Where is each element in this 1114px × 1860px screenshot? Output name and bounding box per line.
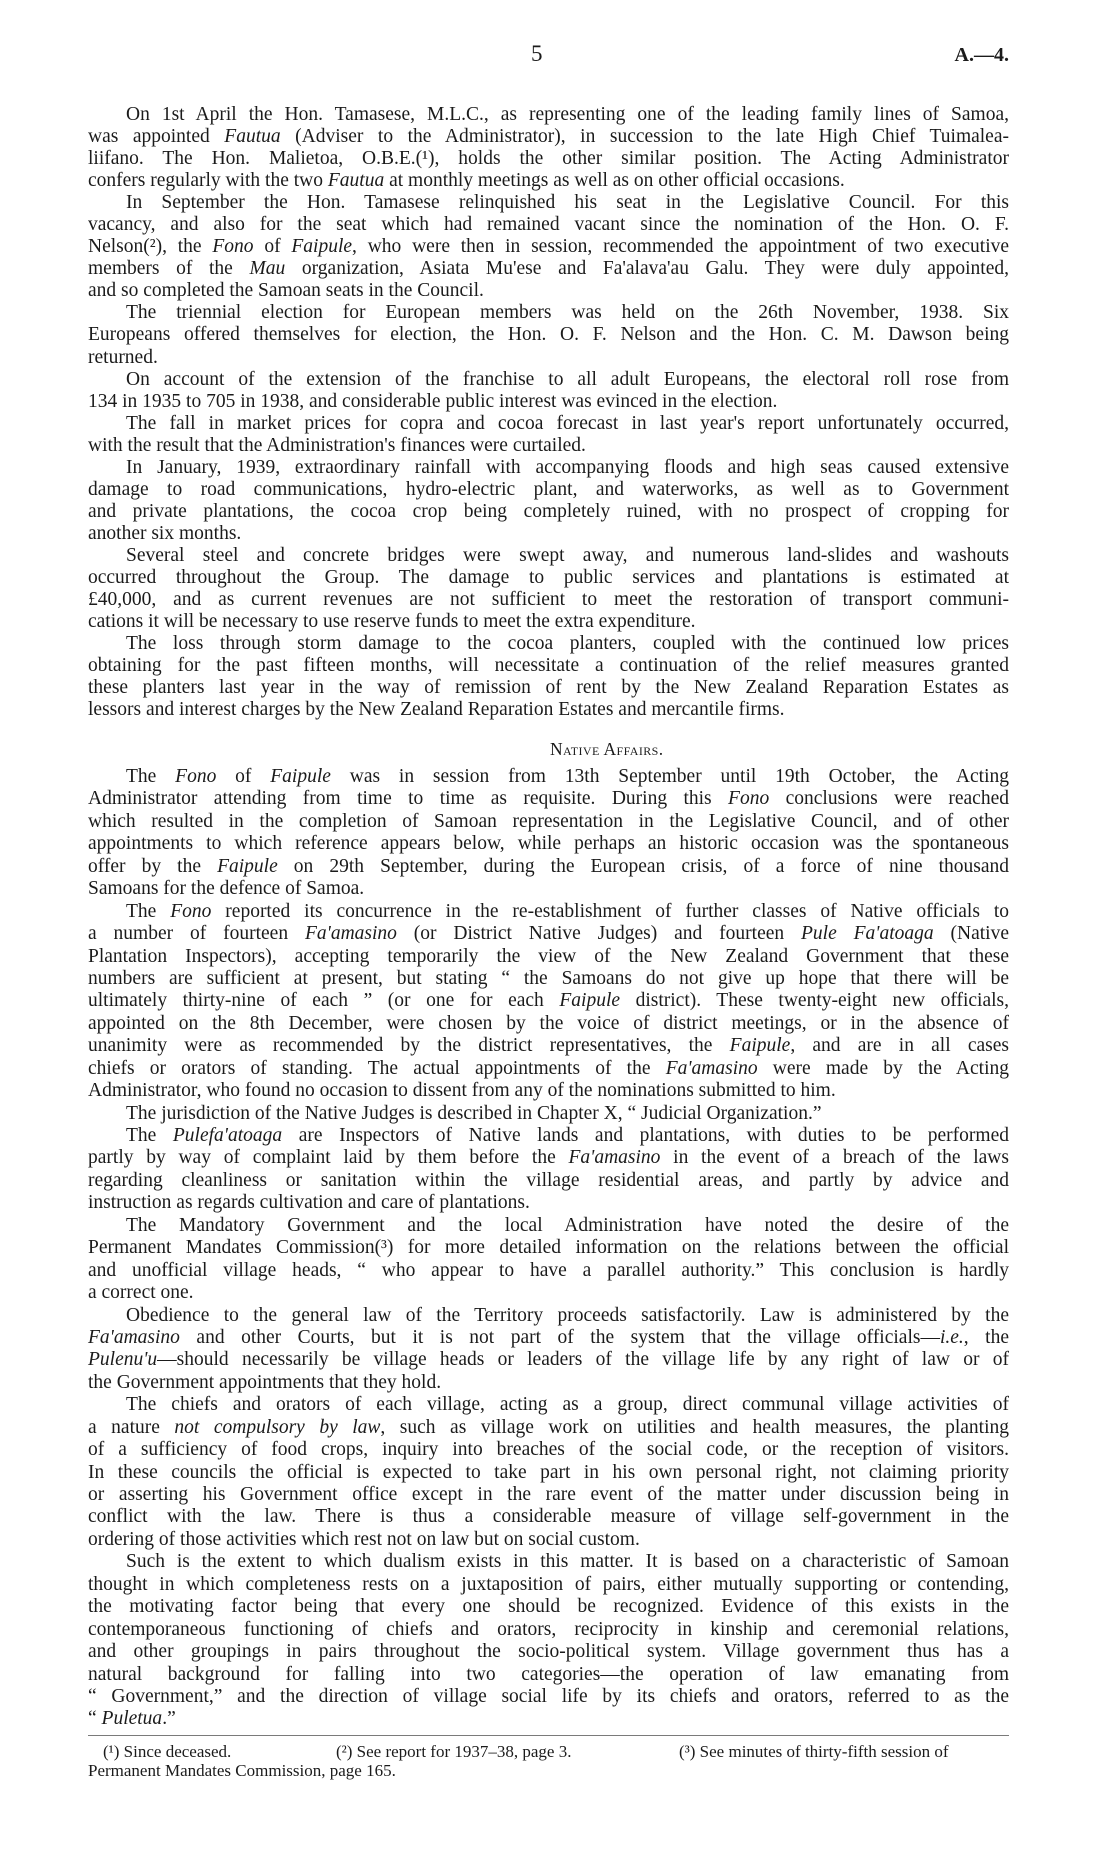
text-run: (Native	[933, 923, 1009, 945]
text-line	[88, 192, 1009, 214]
footnote-row	[88, 1761, 1009, 1780]
text-line	[88, 1058, 1009, 1080]
text-run: a nature	[88, 1416, 175, 1438]
text-line	[88, 856, 1009, 878]
italic-term: Fono	[728, 788, 770, 810]
text-run: were made by the Acting	[757, 1057, 1009, 1079]
text-line	[88, 1080, 1009, 1102]
italic-term: Faipule	[729, 1035, 791, 1057]
text-line	[88, 1372, 1009, 1394]
text-line	[88, 1686, 1009, 1708]
text-run: The	[126, 1125, 173, 1146]
text-run: of	[216, 766, 271, 787]
text-line	[88, 501, 1009, 523]
text-line	[88, 968, 1009, 990]
italic-term: not compulsory by law	[174, 1416, 381, 1438]
text-line	[88, 567, 1009, 589]
text-run: The chiefs and orators of each village, acting as a group, direct communal village activities of	[126, 1394, 1009, 1416]
text-run: , the	[963, 1326, 1009, 1348]
text-line	[88, 1394, 1009, 1416]
text-line	[88, 766, 1009, 788]
text-line	[88, 1215, 1009, 1237]
text-run: In September the Hon. Tamasese relinquished his seat in the Legislative Council. For this	[126, 192, 1009, 214]
text-run: numbers are sufficient at present, but stating “ the Samoans do not give up hope that there will be	[88, 967, 1009, 989]
text-line	[88, 1574, 1009, 1596]
text-line	[88, 1708, 1009, 1730]
italic-term: Fa'amasino	[304, 923, 397, 945]
text-line	[88, 1439, 1009, 1461]
paragraph	[88, 1103, 1009, 1125]
footnote-rule	[88, 1735, 1009, 1736]
text-line	[88, 946, 1009, 968]
text-run: appointments to which reference appears below, while perhaps an historic occasion was the spontaneous	[88, 833, 1009, 855]
paragraph	[88, 104, 1009, 192]
text-run: was in session from 13th September until 19th October, the Acting	[330, 766, 1009, 787]
text-line	[88, 545, 1009, 567]
text-line	[88, 413, 1009, 435]
text-run: are Inspectors of Native lands and plantations, with duties to be performed	[282, 1125, 1009, 1146]
text-run: in the event of a breach of the laws	[660, 1147, 1009, 1169]
italic-term: Faipule	[559, 990, 621, 1012]
paragraph	[88, 369, 1009, 413]
text-run: cations it will be necessary to use reserve funds to meet the extra expenditure.	[88, 611, 696, 633]
text-line	[88, 302, 1009, 324]
text-line	[88, 258, 1009, 280]
italic-term: Fa'amasino	[665, 1057, 758, 1079]
text-run: The jurisdiction of the Native Judges is described in Chapter X, “ Judicial Organization.”	[126, 1102, 822, 1124]
text-line	[88, 1260, 1009, 1282]
text-line	[88, 677, 1009, 699]
text-run: returned.	[88, 346, 158, 368]
text-line	[88, 1035, 1009, 1057]
text-line	[88, 1013, 1009, 1035]
paragraph	[88, 766, 1009, 901]
section-heading: Native Affairs.	[550, 739, 664, 759]
text-line	[88, 369, 1009, 391]
text-run: Several steel and concrete bridges were swept away, and numerous land-slides and washouts	[126, 544, 1009, 566]
text-run: occurred throughout the Group. The damage to public services and plantations is estimated at	[88, 566, 1009, 588]
text-run: of a sufficiency of food crops, inquiry into breaches of the social code, or the reception of visitors.	[88, 1439, 1009, 1461]
text-run: , such as village work on utilities and health measures, the planting	[380, 1416, 1009, 1438]
text-run: and so completed the Samoan seats in the Council.	[88, 280, 484, 302]
text-run: ordering of those activities which rest not on law but on social custom.	[88, 1528, 640, 1550]
text-run: and private plantations, the cocoa crop being completely ruined, with no prospect of cropping for	[88, 500, 1009, 522]
text-run: a correct one.	[88, 1282, 194, 1304]
text-line	[88, 1596, 1009, 1618]
footnote-2: (²) See report for 1937–38, page 3.	[336, 1742, 572, 1761]
text-run: appointed on the 8th December, were chosen by the voice of district meetings, or in the absence of	[88, 1012, 1009, 1034]
text-line	[88, 1484, 1009, 1506]
text-line	[88, 990, 1009, 1012]
text-line	[88, 1125, 1009, 1147]
text-run: The	[126, 766, 176, 787]
text-run: another six months.	[88, 522, 242, 544]
footnote-3: (³) See minutes of thirty-fifth session of	[679, 1742, 949, 1761]
text-line	[88, 699, 1009, 721]
text-run: the motivating factor being that every one should be recognized. Evidence of this exists in the	[88, 1596, 1009, 1618]
text-run: thought in which completeness rests on a juxtaposition of pairs, either mutually supporting or contending,	[88, 1573, 1009, 1595]
text-line	[88, 1417, 1009, 1439]
text-run: which resulted in the completion of Samoan representation in the Legislative Council, and of other	[88, 810, 1009, 832]
text-run: , and are in all cases	[790, 1035, 1009, 1057]
text-line	[88, 523, 1009, 545]
italic-term: Fautua	[327, 170, 385, 192]
paragraph	[88, 192, 1009, 302]
text-line	[88, 280, 1009, 302]
text-run: regarding cleanliness or sanitation within the village residential areas, and partly by advice and	[88, 1169, 1009, 1191]
page-number: 5	[531, 41, 543, 66]
italic-term: Pulenu'u	[88, 1349, 158, 1371]
text-run: In these councils the official is expected to take part in his own personal right, not claiming priority	[88, 1461, 1009, 1483]
text-run: The triennial election for European members was held on the 26th November, 1938. Six	[126, 302, 1009, 324]
text-line	[88, 811, 1009, 833]
paragraph	[88, 545, 1009, 633]
text-run: confers regularly with the two	[88, 170, 328, 192]
text-line	[88, 923, 1009, 945]
text-line	[88, 1327, 1009, 1349]
paragraph	[88, 302, 1009, 368]
text-run: (or District Native Judges) and fourteen	[396, 923, 802, 945]
text-run: Administrator attending from time to time as requisite. During this	[88, 788, 729, 810]
text-run: (Adviser to the Administrator), in succession to the late High Chief Tuimalea-	[280, 126, 1009, 148]
text-run: , who were then in session, recommended the appointment of two executive	[352, 236, 1010, 258]
text-line	[88, 347, 1009, 369]
text-run: and unofficial village heads, “ who appear to have a parallel authority.” This conclusion is hardly	[88, 1259, 1009, 1281]
text-run: with the result that the Administration's finances were curtailed.	[88, 434, 586, 456]
text-line	[88, 1506, 1009, 1528]
paragraph	[88, 1125, 1009, 1215]
text-line	[88, 214, 1009, 236]
italic-term: Fa'amasino	[568, 1147, 661, 1169]
text-line	[88, 1619, 1009, 1641]
text-run: £40,000, and as current revenues are not sufficient to meet the restoration of transport communi-	[88, 589, 1009, 611]
paragraph	[88, 1551, 1009, 1731]
text-line	[88, 1103, 1009, 1125]
text-line	[88, 655, 1009, 677]
text-run: at monthly meetings as well as on other official occasions.	[384, 170, 845, 192]
text-run: partly by way of complaint laid by them before the	[88, 1147, 569, 1169]
text-run: or asserting his Government office except in the rare event of the matter under discussion being in	[88, 1484, 1009, 1505]
italic-term: Puletua	[101, 1708, 163, 1730]
text-run: On account of the extension of the franchise to all adult Europeans, the electoral roll rose from	[126, 368, 1009, 390]
footnote-1: (¹) Since deceased.	[103, 1742, 232, 1761]
text-run: and other groupings in pairs throughout the socio-political system. Village government thus has a	[88, 1641, 1009, 1663]
italic-term: Mau	[249, 258, 286, 280]
text-run: these planters last year in the way of remission of rent by the New Zealand Reparation Estates as	[88, 677, 1009, 699]
text-run: Such is the extent to which dualism exists in this matter. It is based on a characteristic of Samoan	[126, 1551, 1009, 1573]
text-run: Obedience to the general law of the Territory proceeds satisfactorily. Law is administered by the	[126, 1304, 1009, 1326]
text-run: The fall in market prices for copra and cocoa forecast in last year's report unfortunately occurred,	[126, 412, 1009, 434]
text-run: organization, Asiata Mu'ese and Fa'alava'au Galu. They were duly appointed,	[285, 258, 1010, 280]
text-run: a number of fourteen	[88, 923, 305, 945]
text-line	[88, 1237, 1009, 1259]
italic-term: Faipule	[217, 855, 278, 877]
text-line	[88, 1305, 1009, 1327]
text-run: Administrator, who found no occasion to dissent from any of the nominations submitted to him.	[88, 1080, 836, 1102]
paragraph	[88, 1394, 1009, 1551]
text-run: unanimity were as recommended by the district representatives, the	[88, 1035, 730, 1057]
paragraph	[88, 413, 1009, 457]
text-line	[88, 788, 1009, 810]
text-line	[88, 1192, 1009, 1214]
text-run: The loss through storm damage to the cocoa planters, coupled with the continued low prices	[126, 633, 1009, 655]
text-run: offer by the	[88, 855, 218, 877]
text-line	[88, 1282, 1009, 1304]
paragraph	[88, 901, 1009, 1103]
italic-term: Faipule	[291, 236, 353, 258]
text-run: “	[88, 1708, 102, 1730]
text-run: ultimately thirty-nine of each ” (or one for each	[88, 990, 560, 1012]
italic-term: Pule Fa'atoaga	[801, 923, 934, 945]
text-line	[88, 833, 1009, 855]
text-line	[88, 1349, 1009, 1371]
text-line	[88, 324, 1009, 346]
text-line	[88, 479, 1009, 501]
text-run: on 29th September, during the European crisis, of a force of nine thousand	[277, 855, 1009, 877]
text-run: On 1st April the Hon. Tamasese, M.L.C., as representing one of the leading family lines of Samoa,	[126, 104, 1009, 125]
text-line	[88, 633, 1009, 655]
body-part-one	[88, 104, 1009, 721]
text-run: Nelson(²), the	[88, 236, 213, 258]
text-line	[88, 170, 1009, 192]
text-run: The Mandatory Government and the local Administration have noted the desire of the	[126, 1214, 1009, 1236]
text-run: In January, 1939, extraordinary rainfall with accompanying floods and high seas caused extensive	[126, 456, 1009, 478]
text-run: Europeans offered themselves for election, the Hon. O. F. Nelson and the Hon. C. M. Dawson being	[88, 324, 1009, 346]
text-run: instruction as regards cultivation and care of plantations.	[88, 1192, 530, 1214]
footnote-row	[88, 1742, 1009, 1761]
text-line	[88, 611, 1009, 633]
text-line	[88, 1551, 1009, 1573]
text-run: —should necessarily be village heads or leaders of the village life by any right of law or of	[157, 1349, 1009, 1371]
text-line	[88, 1462, 1009, 1484]
italic-term: Fono	[175, 766, 217, 787]
document-reference: A.—4.	[954, 44, 1009, 66]
italic-term: Faipule	[270, 766, 331, 787]
text-run: conflict with the law. There is thus a considerable measure of village self-government in the	[88, 1506, 1009, 1528]
italic-term: Fa'amasino	[88, 1326, 180, 1348]
text-line	[88, 878, 1009, 900]
text-line	[88, 1664, 1009, 1686]
text-run: Plantation Inspectors), accepting temporarily the view of the New Zealand Government that these	[88, 945, 1009, 967]
text-run: damage to road communications, hydro-electric plant, and waterworks, as well as to Government	[88, 478, 1009, 500]
text-run: .”	[162, 1708, 176, 1730]
text-line	[88, 435, 1009, 457]
text-run: lessors and interest charges by the New Zealand Reparation Estates and mercantile firms.	[88, 699, 785, 721]
text-line	[88, 901, 1009, 923]
text-run: Samoans for the defence of Samoa.	[88, 878, 365, 900]
paragraph	[88, 1215, 1009, 1305]
italic-term: Fono	[212, 236, 254, 258]
text-run: obtaining for the past fifteen months, will necessitate a continuation of the relief measures granted	[88, 655, 1009, 677]
text-line	[88, 1641, 1009, 1663]
text-run: 134 in 1935 to 705 in 1938, and considerable public interest was evinced in the election.	[88, 390, 778, 412]
italic-term: Fautua	[224, 126, 281, 148]
text-line	[88, 126, 1009, 148]
text-run: chiefs or orators of standing. The actual appointments of the	[88, 1057, 666, 1079]
paragraph	[88, 457, 1009, 545]
text-line	[88, 236, 1009, 258]
text-run: contemporaneous functioning of chiefs and orators, reciprocity in kinship and ceremonial relations,	[88, 1618, 1009, 1640]
text-run: Permanent Mandates Commission(³) for more detailed information on the relations between the official	[88, 1237, 1009, 1259]
text-run: conclusions were reached	[769, 788, 1009, 810]
footnote-3-continuation: Permanent Mandates Commission, page 165.	[88, 1761, 396, 1780]
text-run: “ Government,” and the direction of village social life by its chiefs and orators, referred to as the	[88, 1685, 1009, 1707]
italic-term: Fono	[170, 900, 212, 922]
footnotes	[88, 1742, 1009, 1780]
text-run: reported its concurrence in the re-establishment of further classes of Native officials to	[211, 900, 1009, 922]
text-line	[88, 589, 1009, 611]
text-run: was appointed	[88, 126, 225, 148]
paragraph	[88, 633, 1009, 721]
body-part-two	[88, 766, 1009, 1731]
text-run: members of the	[88, 258, 250, 280]
text-run: The	[126, 900, 171, 922]
text-line	[88, 148, 1009, 170]
text-line	[88, 1170, 1009, 1192]
text-line	[88, 457, 1009, 479]
text-run: of	[253, 236, 292, 258]
text-run: and other Courts, but it is not part of the system that the village officials—	[179, 1326, 940, 1348]
text-line	[88, 1147, 1009, 1169]
text-run: liifano. The Hon. Malietoa, O.B.E.(¹), holds the other similar position. The Acting Administrator	[88, 148, 1009, 170]
text-run: district). These twenty-eight new officials,	[620, 990, 1009, 1012]
italic-term: i.e.	[939, 1326, 964, 1348]
italic-term: Pulefa'atoaga	[172, 1125, 283, 1146]
text-run: natural background for falling into two categories—the operation of law emanating from	[88, 1663, 1009, 1685]
paragraph	[88, 1305, 1009, 1395]
text-line	[88, 391, 1009, 413]
text-run: the Government appointments that they hold.	[88, 1371, 442, 1393]
text-run: vacancy, and also for the seat which had remained vacant since the nomination of the Hon. O. F.	[88, 214, 1009, 236]
text-line	[88, 104, 1009, 126]
text-line	[88, 1529, 1009, 1551]
